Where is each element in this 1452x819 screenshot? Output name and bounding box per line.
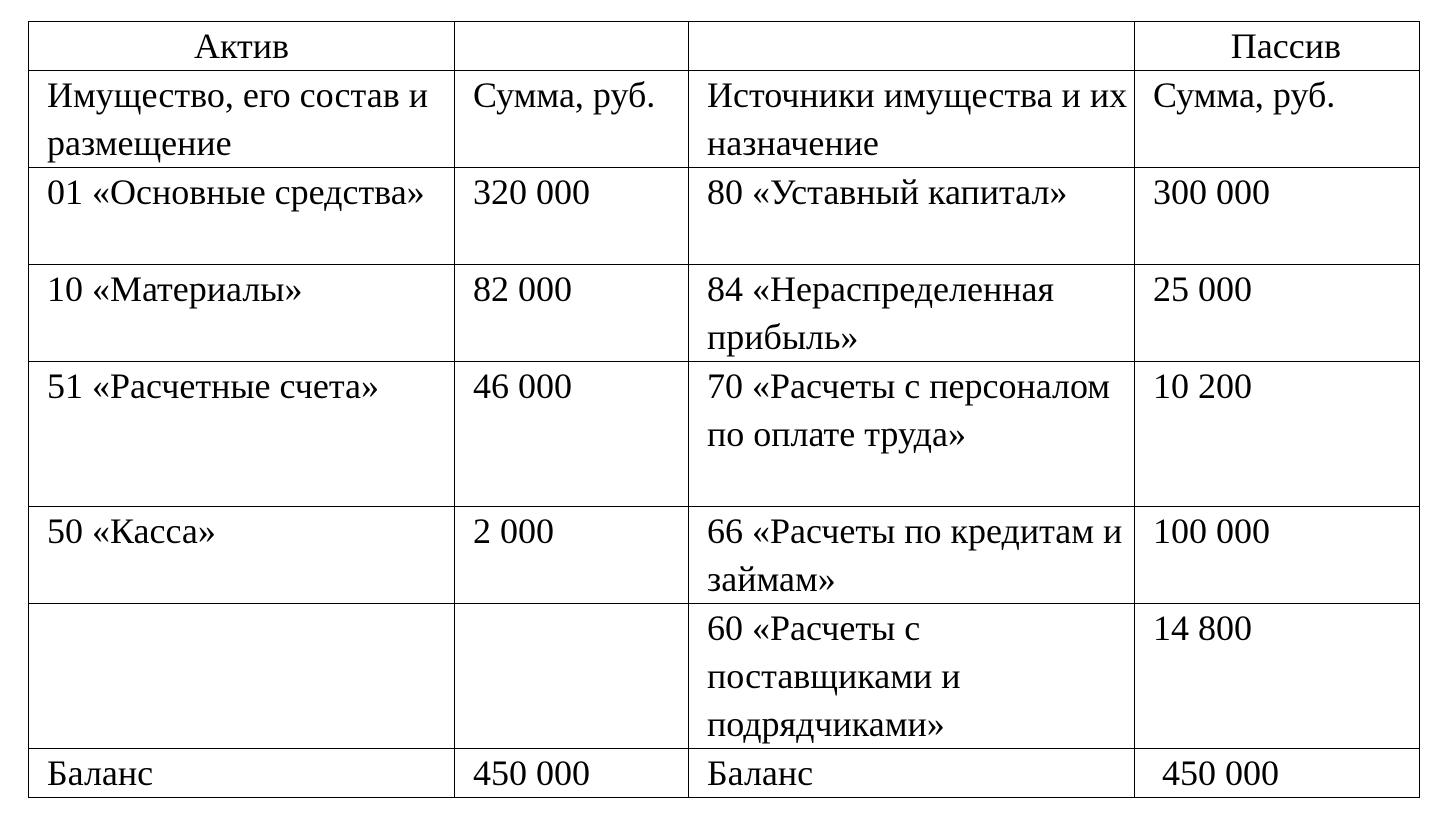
asset-name-cell: 50 «Касса» bbox=[29, 507, 455, 604]
source-sum-cell: 10 200 bbox=[1135, 362, 1420, 507]
empty-heading-cell bbox=[689, 22, 1135, 71]
source-name-cell: 70 «Расчеты с персоналом по оплате труда» bbox=[689, 362, 1135, 507]
column-header-source-sum: Сумма, руб. bbox=[1135, 71, 1420, 168]
title-row bbox=[29, 22, 1420, 71]
source-sum-cell: 14 800 bbox=[1135, 604, 1420, 749]
asset-sum-cell: 2 000 bbox=[455, 507, 689, 604]
source-name-cell: 66 «Расчеты по кредитам и займам» bbox=[689, 507, 1135, 604]
column-header-source-name: Источники имущества и их назначение bbox=[689, 71, 1135, 168]
source-sum-cell: 25 000 bbox=[1135, 265, 1420, 362]
source-total-sum: 450 000 bbox=[1135, 749, 1420, 798]
passiv-heading: Пассив bbox=[1230, 26, 1341, 66]
asset-name-cell: 01 «Основные средства» bbox=[29, 168, 455, 265]
asset-sum-cell bbox=[455, 604, 689, 749]
table-row bbox=[29, 265, 1420, 362]
column-header-asset-name: Имущество, его состав и размещение bbox=[29, 71, 455, 168]
table-row bbox=[29, 168, 1420, 265]
balance-total-row bbox=[29, 749, 1420, 798]
source-sum-cell: 300 000 bbox=[1135, 168, 1420, 265]
asset-total-label: Баланс bbox=[29, 749, 455, 798]
table-row bbox=[29, 604, 1420, 749]
column-header-asset-sum: Сумма, руб. bbox=[455, 71, 689, 168]
column-header-row bbox=[29, 71, 1420, 168]
source-total-label: Баланс bbox=[689, 749, 1135, 798]
asset-name-cell: 10 «Материалы» bbox=[29, 265, 455, 362]
source-name-cell: 84 «Нераспределенная прибыль» bbox=[689, 265, 1135, 362]
table-row bbox=[29, 362, 1420, 507]
passiv-heading-cell bbox=[1135, 22, 1420, 71]
source-name-cell: 80 «Уставный капитал» bbox=[689, 168, 1135, 265]
table-row bbox=[29, 507, 1420, 604]
asset-sum-cell: 320 000 bbox=[455, 168, 689, 265]
source-sum-cell: 100 000 bbox=[1135, 507, 1420, 604]
source-name-cell: 60 «Расчеты с поставщиками и подрядчиками» bbox=[689, 604, 1135, 749]
asset-sum-cell: 46 000 bbox=[455, 362, 689, 507]
aktiv-heading-cell bbox=[29, 22, 455, 71]
balance-sheet-table bbox=[28, 21, 1420, 798]
asset-name-cell bbox=[29, 604, 455, 749]
aktiv-heading: Актив bbox=[193, 26, 289, 66]
empty-heading-cell bbox=[455, 22, 689, 71]
asset-name-cell: 51 «Расчетные счета» bbox=[29, 362, 455, 507]
asset-sum-cell: 82 000 bbox=[455, 265, 689, 362]
asset-total-sum: 450 000 bbox=[455, 749, 689, 798]
